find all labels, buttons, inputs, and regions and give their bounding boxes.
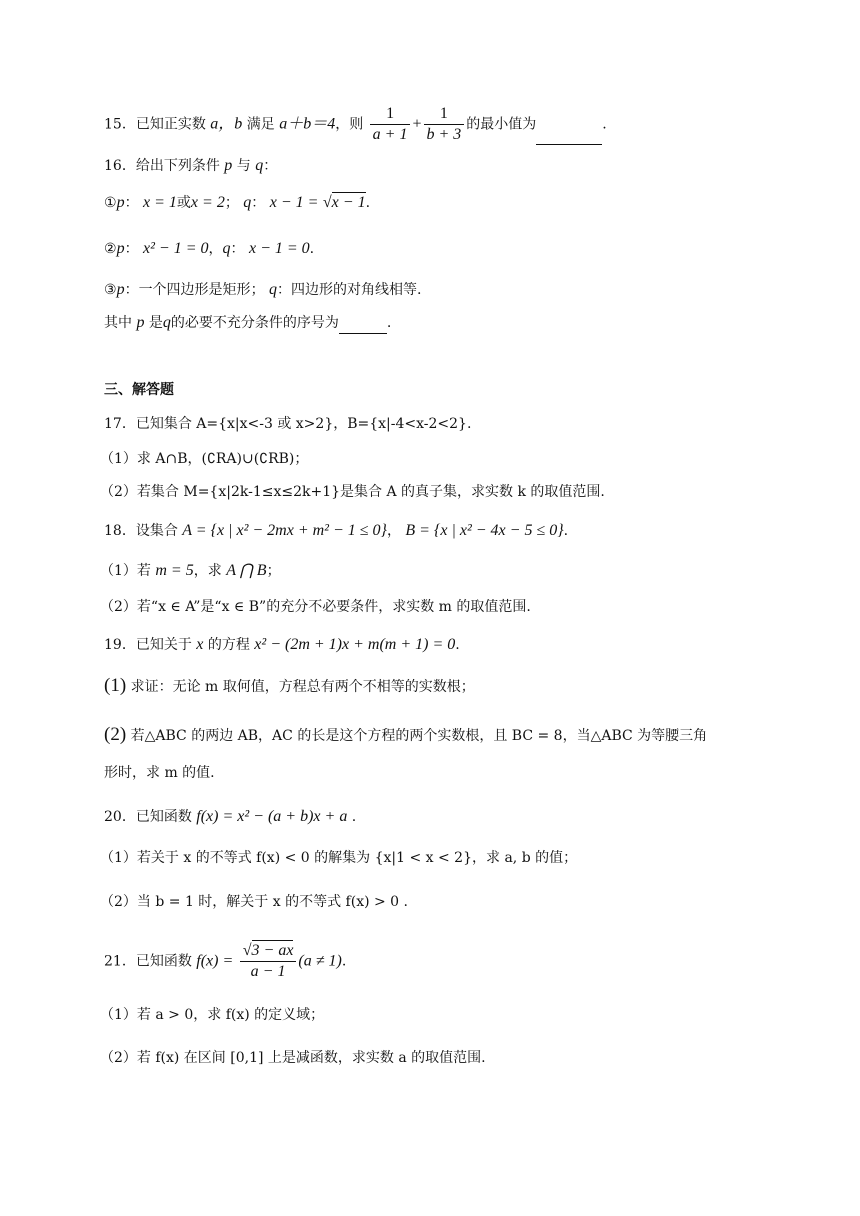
q18-set-a: A = {x | x² − 2mx + m² − 1 ≤ 0} <box>182 522 387 539</box>
q15-condition: a＋b＝4 <box>279 115 336 133</box>
q19-var: x <box>196 636 204 653</box>
q16-c3-q: q <box>269 281 278 298</box>
q18-part-2: （2）若“x ∈ A”是“x ∈ B”的充分不必要条件，求实数 m 的取值范围. <box>100 599 531 615</box>
sqrt-icon: √ <box>242 942 252 959</box>
q16-c3-period: . <box>417 282 422 298</box>
q17-part-1: （1）求 A∩B，(∁RA)∪(∁RB)； <box>100 451 309 467</box>
q21-stem <box>104 941 346 982</box>
q16-condition-2 <box>104 238 314 260</box>
q16-c2-comma: ， <box>208 241 223 257</box>
q16-c2-colon: ： <box>124 241 139 257</box>
q18-set-b: B = {x | x² − 4x − 5 ≤ 0} <box>405 522 564 539</box>
q15-vars: a，b <box>210 115 243 133</box>
q16-c1-p-expr: x = 1 <box>143 194 177 211</box>
q17-stem: 17．已知集合 A={x|x<-3 或 x>2}，B={x|-4<x-2<2}. <box>104 416 472 432</box>
q16-q: q <box>255 157 264 174</box>
q20-end: . <box>351 809 357 825</box>
q19-p1-text: 求证：无论 m 取何值，方程总有两个不相等的实数根； <box>130 679 475 695</box>
q16-answer-blank[interactable] <box>339 319 387 334</box>
q19-equation: x² − (2m + 1)x + m(m + 1) = 0 <box>254 636 456 653</box>
q15-fraction-1: $\frac{1}{a + 1}$ <box>370 104 411 145</box>
q15-ask: 的最小值为 <box>466 116 537 133</box>
section-title: 三、解答题 <box>104 382 174 398</box>
q21-f-lhs: f(x) = <box>196 952 234 970</box>
q16-c3-p-text: 一个四边形是矩形 <box>138 282 251 298</box>
q16-c2-period: . <box>309 241 315 257</box>
q21-label: 21．已知函数 <box>104 953 192 970</box>
q19-eq-prefix: 的方程 <box>207 637 250 653</box>
q16-condition-1 <box>104 192 370 214</box>
q16-label: 16．给出下列条件 <box>104 158 220 174</box>
q16-c1-mark: ① <box>104 195 117 211</box>
q19-p2-mark: (2) <box>104 724 127 745</box>
q16-c3-p: p <box>116 281 125 298</box>
q16-condition-3 <box>104 279 421 301</box>
q19-stem <box>104 634 460 656</box>
q16-c3-mark: ③ <box>104 282 117 298</box>
q16-c1-q-lhs: x − 1 = <box>269 194 319 211</box>
q21-radicand: 3 − ax <box>251 942 294 959</box>
q15-end: . <box>602 116 607 133</box>
q16-ask-period: . <box>386 315 392 331</box>
q21-part-2: （2）若 f(x) 在区间 [0,1] 上是减函数，求实数 a 的取值范围. <box>100 1050 486 1066</box>
q16-c1-q-colon: ： <box>251 195 266 211</box>
q16-c2-p: p <box>116 240 125 257</box>
q16-and: 与 <box>236 158 251 174</box>
q16-colon: ： <box>263 158 278 174</box>
q21-denominator: a − 1 <box>250 963 286 980</box>
q16-ask-suffix: 的必要不充分条件的序号为 <box>170 315 339 331</box>
q16-c2-mark: ② <box>104 241 117 257</box>
q16-c1-sep: ； <box>224 195 239 211</box>
q18-p1-cond: m = 5 <box>155 562 194 579</box>
q16-c1-or: 或 <box>176 195 191 211</box>
q16-c1-q-radicand: x − 1 <box>331 194 366 211</box>
q15-then: ，则 <box>335 116 364 133</box>
question-15 <box>104 104 607 145</box>
q19-part-2-line-1 <box>104 724 707 747</box>
q15-label: 15．已知正实数 <box>104 116 206 133</box>
q15-cond-prefix: 满足 <box>246 116 275 133</box>
q16-c1-q: q <box>243 194 252 211</box>
q18-part-1 <box>100 560 281 582</box>
q16-c2-q: q <box>222 240 231 257</box>
q16-c3-q-colon: ： <box>277 282 292 298</box>
sqrt-icon: √ <box>322 194 332 211</box>
q16-c3-q-text: 四边形的对角线相等 <box>291 282 418 298</box>
q20-label: 20．已知函数 <box>104 809 192 825</box>
q16-c2-q-colon: ： <box>230 241 245 257</box>
q16-ask <box>104 312 391 334</box>
q20-part-1: （1）若关于 x 的不等式 f(x) < 0 的解集为 {x|1 < x < 2}，求 a, b 的值； <box>100 850 578 866</box>
q18-p1-end: ； <box>266 563 281 579</box>
q18-stem <box>104 520 568 542</box>
q16-ask-mid: 是 <box>148 315 163 331</box>
q18-p1-mid: ，求 <box>193 563 222 579</box>
q17-part-2: （2）若集合 M={x|2k-1≤x≤2k+1}是集合 A 的真子集，求实数 k 的取值范围. <box>100 484 605 500</box>
q20-function: f(x) = x² − (a + b)x + a <box>196 808 348 825</box>
q21-condition: (a ≠ 1) <box>298 952 342 970</box>
q16-ask-q: q <box>162 314 171 331</box>
q16-c2-q-expr: x − 1 = 0 <box>248 240 310 257</box>
q19-label: 19．已知关于 <box>104 637 192 653</box>
q18-comma: ， <box>386 523 401 539</box>
q15-plus: + <box>412 115 422 133</box>
q16-c1-colon: ： <box>124 195 139 211</box>
q20-stem <box>104 806 356 828</box>
q18-period: . <box>563 523 569 539</box>
q19-part-2-line-2: 形时，求 m 的值. <box>104 765 215 781</box>
q21-period: . <box>341 953 347 970</box>
q16-ask-p: p <box>136 314 145 331</box>
q16-ask-prefix: 其中 <box>104 315 132 331</box>
q16-c1-period: . <box>365 195 371 211</box>
q18-p1-prefix: （1）若 <box>100 563 151 579</box>
q18-p1-set: A ⋂ B <box>226 562 267 579</box>
q15-fraction-2: $\frac{1}{b + 3}$ <box>424 104 465 145</box>
q18-label: 18．设集合 <box>104 523 178 539</box>
q19-p1-mark: (1) <box>104 675 127 696</box>
q16-c1-p-expr2: x = 2 <box>190 194 225 211</box>
q19-part-1 <box>104 675 475 698</box>
q16-p: p <box>224 157 233 174</box>
q21-part-1: （1）若 a > 0，求 f(x) 的定义域； <box>100 1007 325 1023</box>
q21-fraction <box>240 941 297 982</box>
q16-c3-colon: ： <box>124 282 139 298</box>
question-16-stem <box>104 155 277 177</box>
q16-c2-p-expr: x² − 1 = 0 <box>143 240 209 257</box>
q16-c3-sep: ； <box>250 282 265 298</box>
q20-part-2: （2）当 b = 1 时，解关于 x 的不等式 f(x) > 0 . <box>100 894 408 910</box>
q15-answer-blank[interactable] <box>536 130 602 145</box>
q19-period: . <box>455 637 460 653</box>
q19-p2-text-a: 若△ABC 的两边 AB，AC 的长是这个方程的两个实数根，且 BC = 8，当△ABC 为等腰三角 <box>130 728 708 744</box>
q16-c1-p: p <box>116 194 125 211</box>
